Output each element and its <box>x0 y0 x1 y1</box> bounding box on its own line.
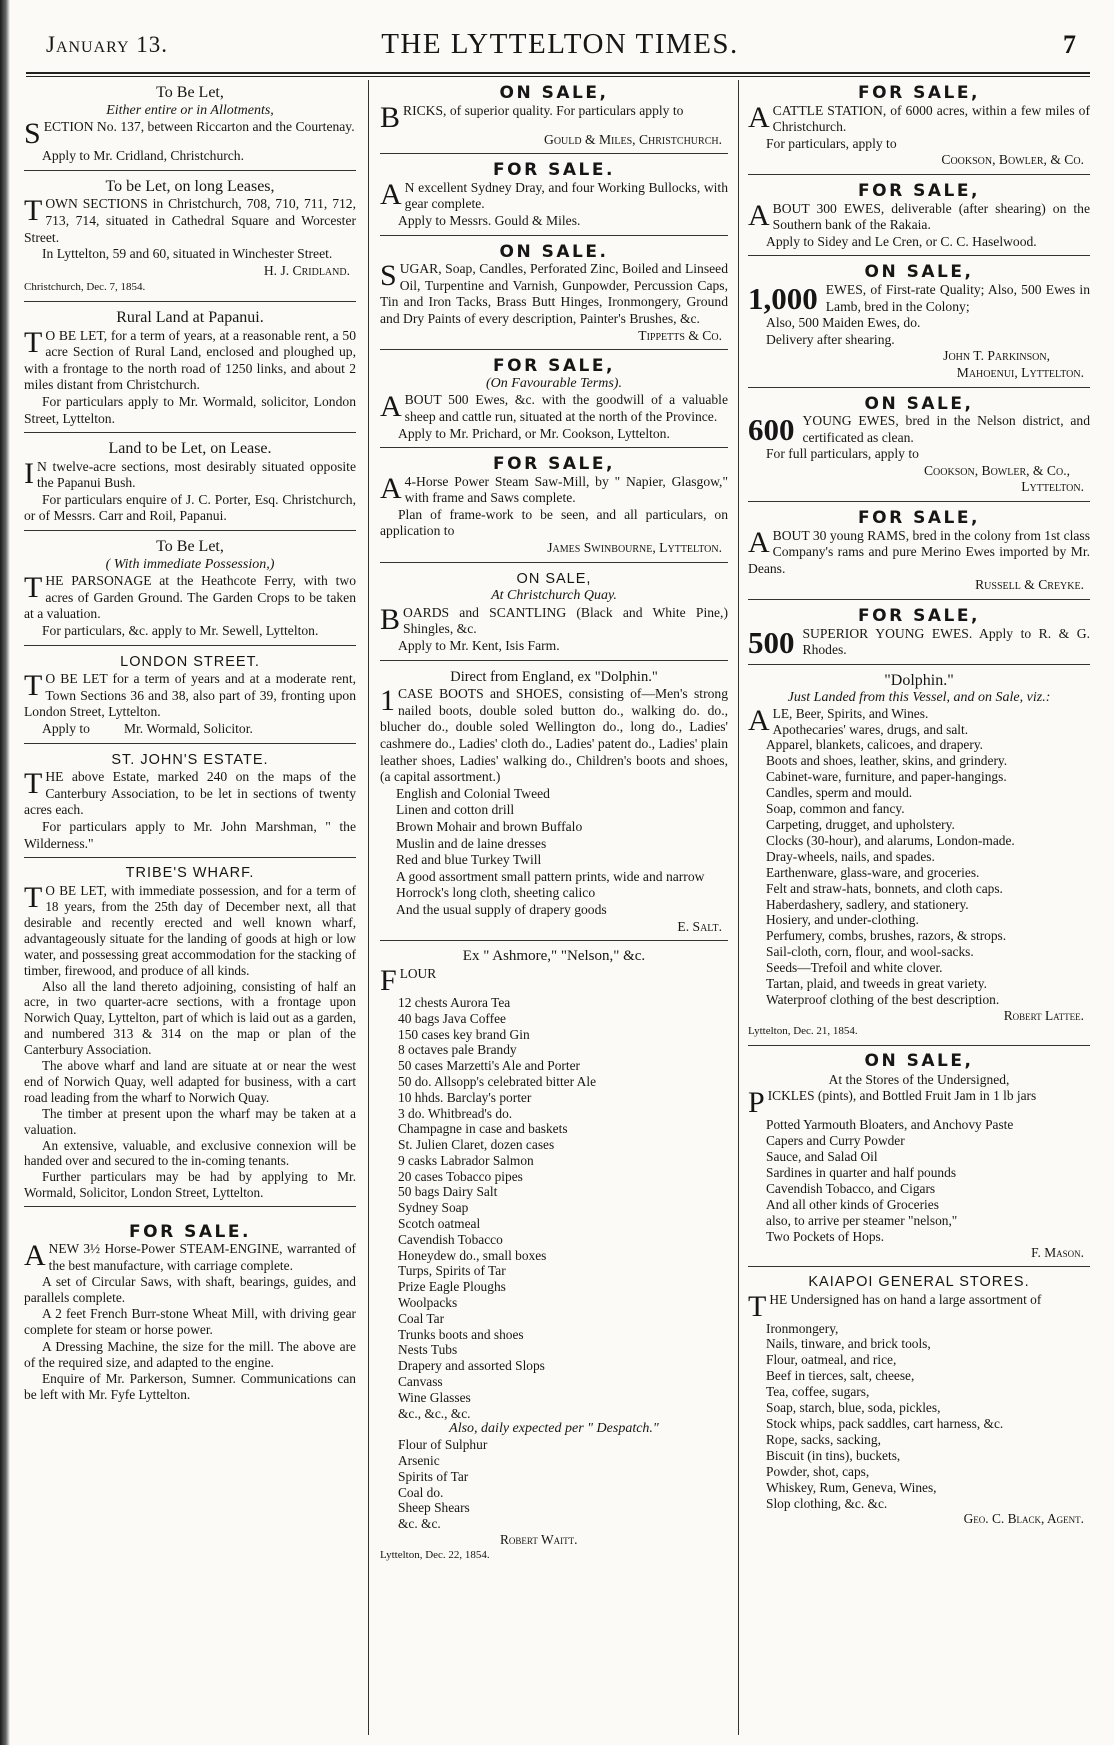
list-item: also, to arrive per steamer "nelson," <box>766 1212 958 1228</box>
ad-body: EWES, of First-rate Quality; Also, 500 Ewes in Lamb, bred in the Colony; <box>825 281 1090 314</box>
masthead <box>30 28 1090 68</box>
drop-cap: T <box>24 571 43 605</box>
ad-also-note: Also, daily expected per " Despatch." <box>449 1421 659 1437</box>
item-list-2 <box>380 1437 728 1532</box>
list-item: Cabinet-ware, furniture, and paper-hangings. <box>766 769 1007 785</box>
ad-first-line: LE, Beer, Spirits, and Wines. <box>772 705 929 721</box>
ad-quantity: 600 <box>748 412 795 448</box>
list-item: Apparel, blankets, calicoes, and drapery. <box>766 737 984 753</box>
ad-quantity: 500 <box>748 624 795 660</box>
list-item: &c. &c. <box>398 1516 441 1532</box>
list-item: Sail-cloth, corn, flour, and wool-sacks. <box>766 944 974 960</box>
ad-heading: ON SALE. <box>499 241 609 262</box>
ad-heading: KAIAPOI GENERAL STORES. <box>808 1273 1030 1290</box>
list-item: 20 cases Tobacco pipes <box>398 1168 523 1184</box>
list-item: Coal do. <box>398 1484 444 1500</box>
ad-date: Lyttelton, Dec. 21, 1854. <box>748 1024 858 1037</box>
page-number: 7 <box>1063 30 1076 59</box>
list-item: Linen and cotton drill <box>396 802 515 818</box>
ad-500-superior-ewes <box>748 605 1090 665</box>
ad-body: RICKS, of superior quality. For particulars apply to <box>403 102 684 118</box>
ad-body-3: The above wharf and land are situate at or near the west end of Norwich Quay, well adapted for business, with a cart road leading from the wharf to Norwich Quay. <box>24 1058 356 1105</box>
list-item: Arsenic <box>398 1453 440 1469</box>
column-2 <box>380 82 728 1574</box>
drop-cap: A <box>24 1239 46 1273</box>
ad-subheading: Either entire or in Allotments, <box>106 102 274 118</box>
drop-cap: A <box>380 390 402 424</box>
ad-body-2: Apply to Mr. Cridland, Christchurch. <box>42 148 245 164</box>
ad-body: YOUNG EWES, bred in the Nelson district, and certificated as clean. <box>802 413 1090 445</box>
list-item: Flour, oatmeal, and rice, <box>766 1352 897 1368</box>
ad-body: HE PARSONAGE at the Heathcote Ferry, with two acres of Garden Ground. The Garden Crops to be taken at a valuation. <box>24 573 356 622</box>
ad-30-rams <box>748 507 1090 600</box>
list-item: Boots and shoes, leather, skins, and grindery. <box>766 753 1008 769</box>
ad-body-4: The timber at present upon the wharf may be taken at a valuation. <box>24 1105 356 1137</box>
list-item: Rope, sacks, sacking, <box>766 1431 881 1447</box>
list-item: 3 do. Whitbread's do. <box>398 1105 513 1121</box>
issue-date: January 13. <box>46 32 169 57</box>
list-item: Canvass <box>398 1374 443 1390</box>
ad-body: NEW 3½ Horse-Power STEAM-ENGINE, warranted of the best manufacture, with carriage complete. <box>48 1241 356 1273</box>
ad-body-2: For particulars enquire of J. C. Porter, Esq. Christchurch, or of Messrs. Carr and Roil, Papanui. <box>24 491 356 524</box>
ad-first-line: LOUR <box>399 965 437 981</box>
list-item: Woolpacks <box>398 1295 458 1311</box>
ad-to-be-let-section-137 <box>24 82 356 171</box>
ad-body-2: For full particulars, apply to <box>766 446 919 462</box>
drop-cap: B <box>380 100 401 134</box>
list-item: Flour of Sulphur <box>398 1437 488 1453</box>
ad-heading: FOR SALE. <box>129 1222 251 1243</box>
ad-signature: Tippetts & Co. <box>638 327 722 343</box>
ad-body: O BE LET, with immediate possession, and for a term of 18 years, from the 25th day of December next, all that desirable and recently erected and well known wharf, advantageously situate for the landing of goods at high or low water, and possessing great accommodation for the stacking of timber, firewood, and produce of all kinds. <box>24 883 356 978</box>
list-item: Honeydew do., small boxes <box>398 1247 547 1263</box>
ad-heading: FOR SALE, <box>858 83 980 103</box>
list-item: Stock whips, pack saddles, cart harness, &c. <box>766 1415 1004 1431</box>
ad-600-young-ewes <box>748 393 1090 503</box>
ad-heading: Direct from England, ex "Dolphin." <box>450 668 658 685</box>
ad-signature: E. Salt. <box>677 918 722 934</box>
masthead-rule-thin <box>26 76 1090 77</box>
ad-body: CASE BOOTS and SHOES, consisting of—Men's strong nailed boots, double soled button do., walking do. do., blucher do., double soled Wellington do., long do., Ladies' cashmere do., Ladies' cloth do., Ladies' patent do., Ladies' plain leather shoes, Ladies' walking do., Children's boots and shoes, (a capital assortment.) <box>380 686 728 785</box>
column-3 <box>748 82 1090 1537</box>
ad-signature: James Swinbourne, Lyttelton. <box>547 540 722 556</box>
ad-body: HE above Estate, marked 240 on the maps of the Canterbury Association, to be let in sections of twenty acres each. <box>24 769 356 818</box>
column-1 <box>24 82 356 1413</box>
ad-steam-engine <box>24 1221 356 1408</box>
list-item: Dray-wheels, nails, and spades. <box>766 848 935 864</box>
ad-signature-2: Lyttelton. <box>1021 479 1084 495</box>
ad-signature: H. J. Cridland. <box>263 262 350 278</box>
ad-sydney-dray <box>380 159 728 235</box>
ad-body-3: A 2 feet French Burr-stone Wheat Mill, with driving gear complete for steam or horse power. <box>24 1306 356 1338</box>
list-item: Powder, shot, caps, <box>766 1463 870 1479</box>
list-item: Turps, Spirits of Tar <box>398 1263 506 1279</box>
ad-signature: Cookson, Bowler, & Co. <box>941 152 1084 168</box>
ad-body-2: Apply to Mr. Kent, Isis Farm. <box>398 638 560 654</box>
list-item: Scotch oatmeal <box>398 1216 481 1232</box>
list-item: 50 bags Dairy Salt <box>398 1184 498 1200</box>
list-item: Apothecaries' wares, drugs, and salt. <box>772 721 969 737</box>
list-item: Two Pockets of Hops. <box>766 1228 885 1244</box>
ad-heading: FOR SALE, <box>858 606 980 627</box>
list-item: Whiskey, Rum, Geneva, Wines, <box>766 1479 937 1495</box>
drop-cap: A <box>748 100 770 134</box>
ad-london-street <box>24 651 356 744</box>
ad-parsonage <box>24 536 356 646</box>
ad-body-2: Plan of frame-work to be seen, and all particulars, on application to <box>380 506 728 539</box>
list-item: &c., &c., &c. <box>398 1405 471 1421</box>
list-item: 40 bags Java Coffee <box>398 1010 506 1026</box>
ad-body: 4-Horse Power Steam Saw-Mill, by " Napier, Glasgow," with frame and Saws complete. <box>404 473 728 506</box>
ad-subheading: At the Stores of the Undersigned, <box>828 1071 1010 1087</box>
item-list <box>748 1321 1090 1512</box>
list-item: Earthenware, glass-ware, and groceries. <box>766 864 980 880</box>
drop-cap: A <box>380 471 402 505</box>
ad-body: BOUT 300 EWES, deliverable (after shearing) on the Southern bank of the Rakaia. <box>772 200 1090 233</box>
drop-cap: I <box>24 456 34 490</box>
drop-cap: A <box>748 198 770 232</box>
list-item: 10 hhds. Barclay's porter <box>398 1089 532 1105</box>
ad-boards-scantling <box>380 568 728 661</box>
drop-cap: T <box>24 194 43 228</box>
list-item: Wine Glasses <box>398 1389 471 1405</box>
ad-body: UGAR, Soap, Candles, Perforated Zinc, Boiled and Linseed Oil, Turpentine and Varnish, Gunpowder, Percussion Caps, Tin and Iron Tacks, Brass Butt Hinges, Ironmongery, Ground and Dry Paints of every description, Painter's Brushes, &c. <box>380 261 728 326</box>
drop-cap: S <box>380 259 397 293</box>
ad-cattle-station <box>748 82 1090 175</box>
ad-heading: FOR SALE, <box>493 454 615 475</box>
list-item: 8 octaves pale Brandy <box>398 1042 517 1058</box>
ad-heading: Land to be Let, on Lease. <box>108 440 272 458</box>
ad-heading: "Dolphin." <box>884 671 954 689</box>
list-item: Sydney Soap <box>398 1200 469 1216</box>
list-item: Potted Yarmouth Bloaters, and Anchovy Paste <box>766 1117 1014 1133</box>
ad-body: BOUT 500 Ewes, &c. with the goodwill of a valuable sheep and cattle run, situated at the north of the Province. <box>404 392 728 424</box>
ad-date: Lyttelton, Dec. 22, 1854. <box>380 1548 490 1561</box>
ad-boots-shoes-dolphin <box>380 666 728 942</box>
list-item: English and Colonial Tweed <box>396 785 550 801</box>
ad-body-4: A Dressing Machine, the size for the mill. The above are of the required size, and adapted to the engine. <box>24 1338 356 1370</box>
ad-body-2: Apply to Sidey and Le Cren, or C. C. Haselwood. <box>766 233 1037 249</box>
list-item: Felt and straw-hats, bonnets, and cloth caps. <box>766 880 1003 896</box>
ad-pickles-groceries <box>748 1051 1090 1267</box>
list-item: Horrock's long cloth, sheeting calico <box>396 885 596 901</box>
ad-body-2: For particulars, &c. apply to Mr. Sewell, Lyttelton. <box>42 623 319 639</box>
ad-heading: ON SALE, <box>864 393 974 414</box>
drop-cap: T <box>24 767 43 801</box>
list-item: Candles, sperm and mould. <box>766 785 913 801</box>
list-item: 9 casks Labrador Salmon <box>398 1152 534 1168</box>
list-item: Sheep Shears <box>398 1500 470 1516</box>
ad-signature: John T. Parkinson, <box>943 348 1050 364</box>
list-item: Cavendish Tobacco, and Cigars <box>766 1181 936 1197</box>
ad-signature: Russell & Creyke. <box>975 577 1084 593</box>
list-item: And all other kinds of Groceries <box>766 1197 939 1212</box>
ad-heading: ST. JOHN'S ESTATE. <box>111 751 269 768</box>
drop-cap: B <box>380 602 401 636</box>
ad-body-2: Also all the land thereto adjoining, consisting of half an acre, in two quarter-acre sections, with a frontage upon Norwich Quay, Lyttelton, part of which is laid out as a garden, and numbered 313 & 314 on the map or plan of the Canterbury Association. <box>24 978 356 1058</box>
ad-body-2: Also, 500 Maiden Ewes, do. <box>766 315 921 331</box>
ad-tribes-wharf <box>24 863 356 1207</box>
ad-300-ewes <box>748 180 1090 256</box>
list-item: Drapery and assorted Slops <box>398 1358 545 1374</box>
list-item: Ironmongery, <box>766 1320 839 1336</box>
item-list <box>748 722 1090 1008</box>
ad-body: OARDS and SCANTLING (Black and White Pine,) Shingles, &c. <box>403 604 728 637</box>
list-item: Sardines in quarter and half pounds <box>766 1165 957 1181</box>
item-list <box>380 995 728 1422</box>
ad-body-2: For particulars apply to Mr. Wormald, solicitor, London Street, Lyttelton. <box>24 393 356 426</box>
ad-body-2: In Lyttelton, 59 and 60, situated in Winchester Street. <box>42 246 333 262</box>
ad-body: O BE LET, for a term of years, at a reasonable rent, a 50 acre Section of Rural Land, enclosed and ploughed up, with a frontage to the north road of 1250 links, and about 2 miles distant from Christchurch. <box>24 327 356 393</box>
ad-rural-land-papanui <box>24 307 356 433</box>
ad-heading: FOR SALE, <box>858 180 980 201</box>
ad-heading: ON SALE, <box>864 1050 974 1071</box>
ad-body: CATTLE STATION, of 6000 acres, within a few miles of Christchurch. <box>772 102 1090 135</box>
list-item: 50 do. Allsopp's celebrated bitter Ale <box>398 1073 597 1089</box>
list-item: Nails, tinware, and brick tools, <box>766 1336 931 1352</box>
drop-cap: T <box>748 1289 767 1323</box>
drop-cap: F <box>380 963 397 997</box>
masthead-rule <box>26 72 1090 74</box>
ad-body: ECTION No. 137, between Riccarton and the Courtenay. <box>43 119 355 135</box>
ad-heading: To Be Let, <box>156 538 224 556</box>
ad-1000-ewes <box>748 261 1090 387</box>
list-item: Seeds—Trefoil and white clover. <box>766 960 943 976</box>
drop-cap: S <box>24 117 41 151</box>
ad-body: BOUT 30 young RAMS, bred in the colony from 1st class Company's rams and pure Merino Ewes imported by Mr. Deans. <box>748 527 1090 576</box>
ad-body: ICKLES (pints), and Bottled Fruit Jam in 1 lb jars <box>767 1088 1037 1104</box>
list-item: Tea, coffee, sugars, <box>766 1384 870 1400</box>
ad-body: N excellent Sydney Dray, and four Working Bullocks, with gear complete. <box>404 179 728 212</box>
ad-saw-mill <box>380 453 728 563</box>
ad-body: N twelve-acre sections, most desirably situated opposite the Papanui Bush. <box>37 458 356 491</box>
ad-body-2: Apply to Messrs. Gould & Miles. <box>398 212 581 228</box>
ad-ewes-goodwill <box>380 355 728 448</box>
ad-subheading: ( With immediate Possession,) <box>105 556 275 572</box>
ad-signature: F. Mason. <box>1031 1244 1084 1260</box>
list-item: Muslin and de laine dresses <box>396 835 547 851</box>
ad-subheading: Just Landed from this Vessel, and on Sale, viz.: <box>787 689 1051 705</box>
list-item: Tartan, plaid, and tweeds in great variety. <box>766 976 987 992</box>
list-item: Soap, common and fancy. <box>766 801 905 817</box>
list-item: Perfumery, combs, brushes, razors, & strops. <box>766 928 1007 944</box>
page-binding-edge <box>0 0 10 1745</box>
drop-cap: T <box>24 325 43 359</box>
ad-subheading: At Christchurch Quay. <box>491 588 617 604</box>
ad-body-3: Delivery after shearing. <box>766 331 895 347</box>
list-item: 150 cases key brand Gin <box>398 1026 530 1042</box>
ad-quantity: 1,000 <box>748 280 818 316</box>
ad-body-5: Enquire of Mr. Parkerson, Sumner. Communications can be left with Mr. Fyfe Lyttelton. <box>24 1371 356 1403</box>
list-item: Prize Eagle Ploughs <box>398 1279 506 1295</box>
list-item: Carpeting, drugget, and upholstery. <box>766 816 955 832</box>
ad-body-2: For particulars apply to Mr. John Marshman, " the Wilderness." <box>24 818 356 851</box>
list-item: Brown Mohair and brown Buffalo <box>396 818 583 834</box>
ad-body-6: Further particulars may be had by applying to Mr. Wormald, Solicitor, London Street, Lyttelton. <box>24 1169 356 1201</box>
list-item: A good assortment small pattern prints, wide and narrow <box>396 868 705 884</box>
ad-heading: To be Let, on long Leases, <box>105 177 275 195</box>
list-item: Hosiery, and under-clothing. <box>766 912 919 928</box>
drop-cap: 1 <box>380 684 395 718</box>
newspaper-title: THE LYTTELTON TIMES. <box>381 28 739 60</box>
drop-cap: T <box>24 881 43 915</box>
ad-subheading: (On Favourable Terms). <box>486 375 622 391</box>
ad-dolphin-cargo <box>748 670 1090 1046</box>
ad-heading: ON SALE, <box>516 570 592 587</box>
list-item: Spirits of Tar <box>398 1468 469 1484</box>
item-list <box>748 1117 1090 1244</box>
list-item: Nests Tubs <box>398 1342 458 1358</box>
ad-signature: Robert Waitt. <box>500 1532 578 1548</box>
drop-cap: T <box>24 669 43 703</box>
ad-heading: ON SALE, <box>499 83 609 103</box>
ad-body: OWN SECTIONS in Christchurch, 708, 710, 711, 712, 713, 714, situated in Cathedral Square and Worcester Street. <box>24 196 356 245</box>
ad-heading: Rural Land at Papanui. <box>116 308 264 326</box>
list-item: And the usual supply of drapery goods <box>396 901 607 917</box>
column-divider-2 <box>738 80 739 1735</box>
ad-heading: ON SALE, <box>864 262 974 283</box>
ad-signature: Geo. C. Black, Agent. <box>963 1511 1084 1527</box>
list-item: Red and blue Turkey Twill <box>396 852 542 868</box>
ad-body: O BE LET for a term of years and at a moderate rent, Town Sections 36 and 38, also part of 39, fronting upon London Street, Lyttelton. <box>24 671 356 720</box>
ad-body: HE Undersigned has on hand a large assortment of <box>769 1291 1042 1307</box>
ad-heading: FOR SALE. <box>493 160 615 181</box>
list-item: St. Julien Claret, dozen cases <box>398 1137 555 1153</box>
list-item: Capers and Curry Powder <box>766 1133 905 1149</box>
ad-heading: Ex " Ashmore," "Nelson," &c. <box>462 948 646 965</box>
ad-kaiapoi-stores <box>748 1272 1090 1533</box>
drop-cap: A <box>380 177 402 211</box>
item-list <box>380 786 728 919</box>
list-item: Coal Tar <box>398 1310 445 1326</box>
ad-heading: LONDON STREET. <box>120 653 260 670</box>
ad-heading: FOR SALE, <box>493 356 615 377</box>
list-item: Cavendish Tobacco <box>398 1231 503 1247</box>
ad-heading: To Be Let, <box>156 84 224 101</box>
list-item: 50 cases Marzetti's Ale and Porter <box>398 1058 581 1074</box>
drop-cap: A <box>748 703 770 737</box>
column-divider-1 <box>368 80 369 1735</box>
ad-signature: Gould & Miles, Christchurch. <box>544 131 722 147</box>
list-item: Sauce, and Salad Oil <box>766 1149 878 1165</box>
ad-date: Christchurch, Dec. 7, 1854. <box>24 281 146 294</box>
ad-town-sections-lease <box>24 176 356 302</box>
ad-signature: Robert Lattee. <box>1003 1007 1084 1023</box>
list-item: Clocks (30-hour), and alarums, London-made. <box>766 832 1015 848</box>
ad-body-2: A set of Circular Saws, with shaft, bearings, guides, and parallels complete. <box>24 1273 356 1305</box>
ad-signature-2: Mahoenui, Lyttelton. <box>956 364 1084 380</box>
ad-sugar-soap <box>380 241 728 351</box>
list-item: Biscuit (in tins), buckets, <box>766 1447 901 1463</box>
ad-heading: FOR SALE, <box>858 508 980 529</box>
ad-body-2: Apply to Mr. Prichard, or Mr. Cookson, Lyttelton. <box>398 425 670 441</box>
list-item: Beef in tierces, salt, cheese, <box>766 1368 915 1384</box>
ad-land-lease <box>24 438 356 531</box>
list-item: Haberdashery, sadlery, and stationery. <box>766 896 969 912</box>
list-item: Waterproof clothing of the best description. <box>766 991 1000 1007</box>
list-item: Soap, starch, blue, soda, pickles, <box>766 1400 941 1416</box>
list-item: Slop clothing, &c. &c. <box>766 1495 888 1511</box>
ad-body: SUPERIOR YOUNG EWES. Apply to R. & G. Rhodes. <box>802 625 1090 658</box>
ad-ashmore-nelson <box>380 946 728 1568</box>
ad-st-johns-estate <box>24 749 356 859</box>
ad-body-5: An extensive, valuable, and exclusive connexion will be handed over and secured to the in-coming tenants. <box>24 1137 356 1169</box>
ad-body-2: For particulars, apply to <box>766 135 897 151</box>
drop-cap: P <box>748 1086 765 1120</box>
drop-cap: A <box>748 525 770 559</box>
ad-body-2: Apply to Mr. Wormald, Solicitor. <box>42 721 253 736</box>
ad-bricks <box>380 82 728 154</box>
ad-heading: TRIBE'S WHARF. <box>125 865 255 882</box>
ad-signature: Cookson, Bowler, & Co., <box>923 462 1070 478</box>
list-item: 12 chests Aurora Tea <box>398 994 511 1010</box>
list-item: Champagne in case and baskets <box>398 1121 568 1137</box>
list-item: Trunks boots and shoes <box>398 1326 524 1342</box>
